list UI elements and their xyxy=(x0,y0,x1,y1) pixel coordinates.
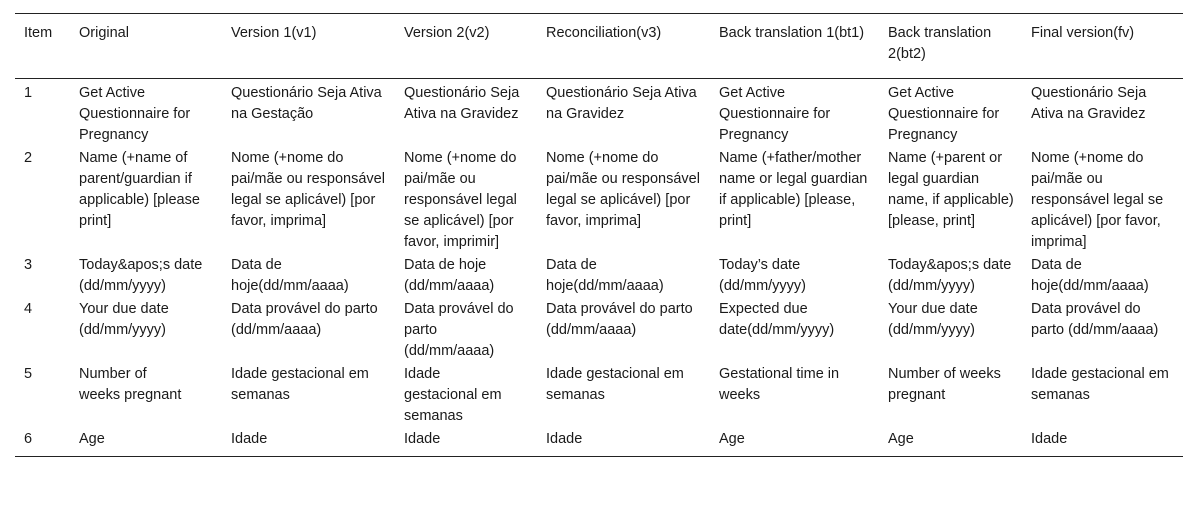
cell-v3: Questionário Seja Ativa na Gravidez xyxy=(546,85,697,122)
cell-fv: Nome (+nome do pai/mãe ou responsável legal se aplicável) [por favor, imprima] xyxy=(1031,150,1164,250)
cell-v1: Idade gestacional em semanas xyxy=(231,366,369,403)
table-row xyxy=(15,362,1183,427)
table-row xyxy=(15,79,1183,147)
cell-original: Age xyxy=(79,431,105,447)
cell-v1: Questionário Seja Ativa na Gestação xyxy=(231,85,382,122)
table-row xyxy=(15,427,1183,457)
cell-v3: Idade gestacional em semanas xyxy=(546,366,684,403)
cell-bt1: Age xyxy=(719,431,745,447)
cell-bt2: Number of weeks pregnant xyxy=(888,366,1001,403)
cell-v2: Idade xyxy=(404,431,441,447)
translation-table xyxy=(15,13,1183,457)
cell-bt2: Name (+parent or legal guardian name, if applicable) [please, print] xyxy=(888,150,1014,229)
cell-v3: Data provável do parto (dd/mm/aaaa) xyxy=(546,301,693,338)
cell-v1: Idade xyxy=(231,431,268,447)
cell-original: Name (+name of parent/guardian if applicable) [please print] xyxy=(79,150,200,229)
cell-item: 4 xyxy=(24,301,33,317)
cell-bt1: Expected due date(dd/mm/yyyy) xyxy=(719,301,835,338)
cell-fv: Data de hoje(dd/mm/aaaa) xyxy=(1031,257,1149,294)
cell-v2: Questionário Seja Ativa na Gravidez xyxy=(404,85,520,122)
header-back-translation-2: Back translation 2(bt2) xyxy=(888,25,992,62)
cell-fv: Data provável do parto (dd/mm/aaaa) xyxy=(1031,301,1159,338)
header-row xyxy=(15,14,1183,79)
cell-v2: Data provável do parto (dd/mm/aaaa) xyxy=(404,301,514,359)
table-row xyxy=(15,146,1183,253)
cell-bt1: Get Active Questionnaire for Pregnancy xyxy=(719,85,831,143)
header-back-translation-1: Back translation 1(bt1) xyxy=(719,25,865,41)
cell-item: 5 xyxy=(24,366,33,382)
cell-original: Number of weeks pregnant xyxy=(79,366,182,403)
cell-bt1: Gestational time in weeks xyxy=(719,366,840,403)
cell-v1: Data provável do parto (dd/mm/aaaa) xyxy=(231,301,378,338)
header-original: Original xyxy=(79,25,129,41)
cell-bt2: Age xyxy=(888,431,914,447)
cell-bt2: Today&apos;s date (dd/mm/yyyy) xyxy=(888,257,1012,294)
table-row xyxy=(15,297,1183,362)
cell-v3: Idade xyxy=(546,431,583,447)
cell-fv: Idade xyxy=(1031,431,1068,447)
cell-item: 3 xyxy=(24,257,33,273)
table-row xyxy=(15,253,1183,297)
cell-bt2: Your due date (dd/mm/yyyy) xyxy=(888,301,978,338)
header-version-2: Version 2(v2) xyxy=(404,25,490,41)
cell-item: 1 xyxy=(24,85,33,101)
header-reconciliation: Reconciliation(v3) xyxy=(546,25,662,41)
cell-fv: Questionário Seja Ativa na Gravidez xyxy=(1031,85,1147,122)
header-item: Item xyxy=(24,25,53,41)
cell-original: Get Active Questionnaire for Pregnancy xyxy=(79,85,191,143)
cell-v3: Nome (+nome do pai/mãe ou responsável legal se aplicável) [por favor, imprima] xyxy=(546,150,700,229)
cell-original: Today&apos;s date (dd/mm/yyyy) xyxy=(79,257,203,294)
translation-table-container xyxy=(15,13,1183,457)
cell-v2: Idade gestacional em semanas xyxy=(404,366,502,424)
cell-v2: Data de hoje (dd/mm/aaaa) xyxy=(404,257,495,294)
cell-v2: Nome (+nome do pai/mãe ou responsável legal se aplicável) [por favor, imprimir] xyxy=(404,150,517,250)
cell-v1: Data de hoje(dd/mm/aaaa) xyxy=(231,257,349,294)
cell-bt1: Name (+father/mother name or legal guardian if applicable) [please, print] xyxy=(719,150,868,229)
cell-original: Your due date (dd/mm/yyyy) xyxy=(79,301,169,338)
cell-item: 2 xyxy=(24,150,33,166)
cell-bt2: Get Active Questionnaire for Pregnancy xyxy=(888,85,1000,143)
cell-v1: Nome (+nome do pai/mãe ou responsável legal se aplicável) [por favor, imprima] xyxy=(231,150,385,229)
header-version-1: Version 1(v1) xyxy=(231,25,317,41)
cell-item: 6 xyxy=(24,431,33,447)
header-final-version: Final version(fv) xyxy=(1031,25,1135,41)
cell-fv: Idade gestacional em semanas xyxy=(1031,366,1169,403)
cell-bt1: Today’s date (dd/mm/yyyy) xyxy=(719,257,806,294)
cell-v3: Data de hoje(dd/mm/aaaa) xyxy=(546,257,664,294)
